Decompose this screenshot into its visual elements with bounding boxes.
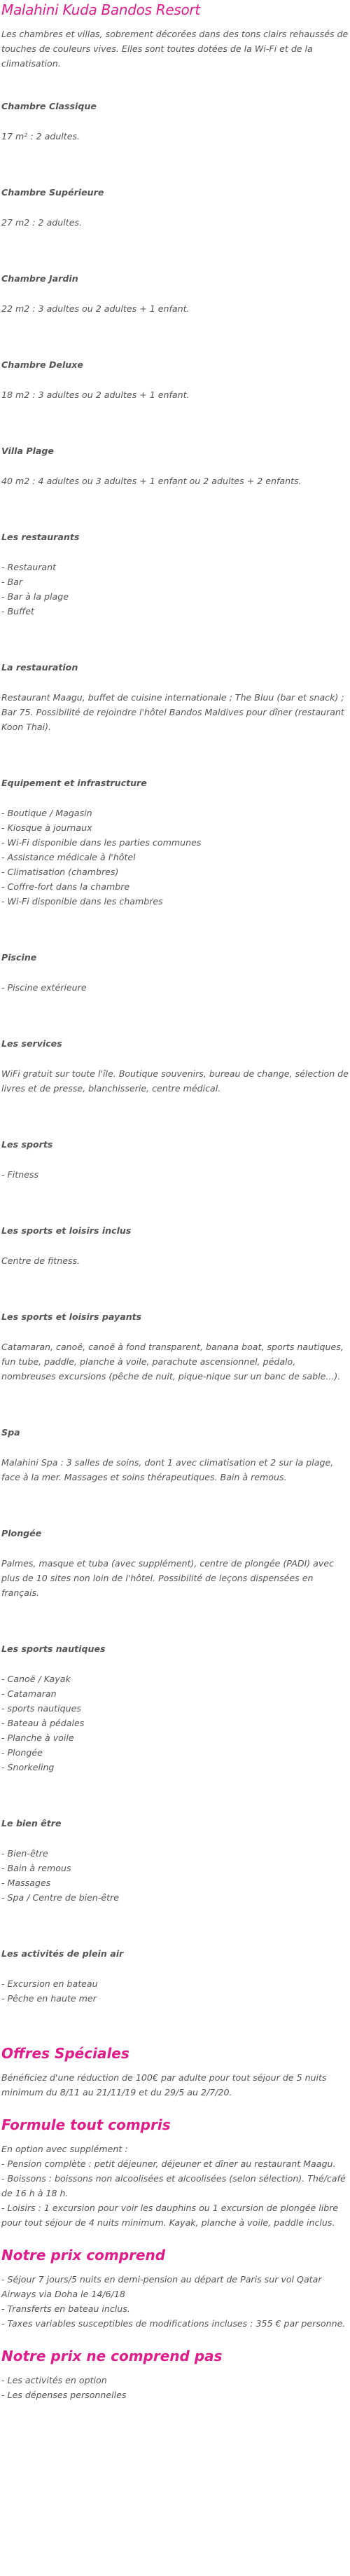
prix-comprend-line: - Transferts en bateau inclus. — [1, 2303, 130, 2314]
prix-comprend-line: - Séjour 7 jours/5 nuits en demi-pension au départ de Paris sur vol Qatar Airways via Doha le 14/6/18 — [1, 2274, 322, 2299]
prix-comprend-line: - Taxes variables susceptibles de modifications incluses : 355 € par personne. — [1, 2318, 346, 2329]
room-name: Chambre Supérieure — [1, 187, 104, 198]
formule-line: - Boissons : boissons non alcoolisées et alcoolisées (selon sélection). Thé/café de 16 h à 18 h. — [1, 2173, 346, 2198]
restauration-section — [1, 661, 349, 734]
section-heading: Les restaurants — [1, 532, 80, 542]
offres-text: Bénéficiez d'une réduction de 100€ par adulte pour tout séjour de 5 nuits minimum du 8/11 au 21/11/19 et du 29/5 au 2/7/20. — [1, 2072, 327, 2098]
room-name: Villa Plage — [1, 446, 54, 456]
list-item: - sports nautiques — [1, 1703, 81, 1714]
offres-section — [1, 2045, 349, 2100]
rooms-list — [1, 99, 349, 488]
list-item: - Buffet — [1, 606, 34, 617]
list-item: - Wi-Fi disponible dans les chambres — [1, 896, 163, 907]
section-text: Palmes, masque et tuba (avec supplément), centre de plongée (PADI) avec plus de 10 sites non loin de l'hôtel. Possibilité de leçons dispensées en français. — [1, 1558, 334, 1598]
section-text: Centre de fitness. — [1, 1255, 80, 1266]
prix-non-comprend-line: - Les activités en option — [1, 2375, 107, 2385]
room-detail: 22 m2 : 3 adultes ou 2 adultes + 1 enfant. — [1, 303, 190, 314]
list-item: - Canoë / Kayak — [1, 1674, 71, 1684]
section-text: Malahini Spa : 3 salles de soins, dont 1 avec climatisation et 2 sur la plage, face à la mer. Massages et soins thérapeutiques. Bain à remous. — [1, 1457, 334, 1482]
room-detail: 18 m2 : 3 adultes ou 2 adultes + 1 enfant. — [1, 390, 190, 400]
room-section — [1, 99, 349, 144]
equipements-section — [1, 776, 349, 909]
list-item: - Excursion en bateau — [1, 1978, 98, 1989]
spa-section — [1, 1426, 349, 1485]
services-section — [1, 1037, 349, 1096]
formule-line: En option avec supplément : — [1, 2144, 128, 2154]
list-item: - Massages — [1, 1878, 51, 1888]
prix-non-comprend-heading: Notre prix ne comprend pas — [1, 2348, 223, 2364]
sports-inclus-section — [1, 1224, 349, 1268]
room-name: Chambre Jardin — [1, 273, 78, 284]
list-item: - Bar à la plage — [1, 591, 69, 602]
intro-text: Les chambres et villas, sobrement décorées dans des tons clairs rehaussés de touches de couleurs vives. Elles sont toutes dotées de la Wi-Fi et de la climatisation. — [1, 29, 349, 69]
page-title: Malahini Kuda Bandos Resort — [1, 1, 200, 18]
list-item: - Climatisation (chambres) — [1, 867, 119, 877]
room-name: Chambre Classique — [1, 101, 97, 111]
list-item: - Kiosque à journaux — [1, 822, 92, 833]
prix-non-comprend-line: - Les dépenses personnelles — [1, 2390, 127, 2400]
room-detail: 17 m² : 2 adultes. — [1, 131, 80, 142]
list-item: - Assistance médicale à l'hôtel — [1, 852, 136, 862]
sports-nautiques-section — [1, 1642, 349, 1775]
room-section — [1, 358, 349, 402]
list-item: - Pêche en haute mer — [1, 1993, 97, 2004]
list-item: - Fitness — [1, 1169, 39, 1180]
section-heading: Piscine — [1, 952, 37, 963]
plein-air-section — [1, 1947, 349, 2006]
list-item: - Bain à remous — [1, 1863, 71, 1873]
list-item: - Spa / Centre de bien-être — [1, 1892, 120, 1903]
list-item: - Piscine extérieure — [1, 982, 87, 993]
section-heading: Plongée — [1, 1528, 42, 1538]
formule-line: - Pension complète : petit déjeuner, déjeuner et dîner au restaurant Maagu. — [1, 2158, 336, 2169]
room-detail: 40 m2 : 4 adultes ou 3 adultes + 1 enfant ou 2 adultes + 2 enfants. — [1, 476, 302, 486]
formule-heading: Formule tout compris — [1, 2116, 171, 2133]
prix-non-comprend-section — [1, 2348, 349, 2402]
room-section — [1, 186, 349, 230]
section-heading: Les sports et loisirs inclus — [1, 1225, 132, 1236]
room-detail: 27 m2 : 2 adultes. — [1, 217, 83, 228]
list-item: - Bateau à pédales — [1, 1718, 85, 1728]
section-heading: Le bien être — [1, 1818, 62, 1828]
offres-heading: Offres Spéciales — [1, 2045, 130, 2062]
piscine-section — [1, 951, 349, 995]
prix-comprend-section — [1, 2247, 349, 2331]
section-heading: Equipement et infrastructure — [1, 778, 147, 788]
room-section — [1, 444, 349, 488]
sports-payants-section — [1, 1310, 349, 1384]
section-text: WiFi gratuit sur toute l'île. Boutique souvenirs, bureau de change, sélection de livres et de presse, blanchisserie, centre médical. — [1, 1068, 349, 1094]
list-item: - Boutique / Magasin — [1, 808, 92, 818]
section-text: Restaurant Maagu, buffet de cuisine internationale ; The Bluu (bar et snack) ; Bar 75. Possibilité de rejoindre l'hôtel Bandos Maldives pour dîner (restaurant Koon Thai). — [1, 692, 344, 732]
list-item: - Bar — [1, 577, 23, 587]
formule-line: - Loisirs : 1 excursion pour voir les dauphins ou 1 excursion de plongée libre pour tout séjour de 4 nuits minimum. Kayak, planche à voile, paddle inclus. — [1, 2203, 339, 2228]
formule-section — [1, 2116, 349, 2230]
section-text: Catamaran, canoë, canoë à fond transparent, banana boat, sports nautiques, fun tube, paddle, planche à voile, parachute ascensionnel, pédalo, nombreuses excursions (pêche de nuit, pique-nique sur un banc de sable...). — [1, 1342, 344, 1382]
room-name: Chambre Deluxe — [1, 359, 83, 370]
list-item: - Coffre-fort dans la chambre — [1, 881, 130, 892]
restaurants-section — [1, 530, 349, 619]
section-heading: Les sports et loisirs payants — [1, 1311, 142, 1322]
section-heading: Les sports nautiques — [1, 1644, 106, 1654]
section-heading: Les activités de plein air — [1, 1948, 124, 1959]
list-item: - Catamaran — [1, 1688, 57, 1699]
list-item: - Plongée — [1, 1747, 43, 1758]
list-item: - Wi-Fi disponible dans les parties communes — [1, 837, 202, 848]
list-item: - Bien-être — [1, 1848, 48, 1859]
section-heading: Spa — [1, 1427, 20, 1438]
sports-section — [1, 1138, 349, 1182]
section-heading: La restauration — [1, 662, 78, 673]
list-item: - Restaurant — [1, 562, 57, 572]
bien-etre-section — [1, 1817, 349, 1905]
prix-comprend-heading: Notre prix comprend — [1, 2247, 166, 2264]
plongee-section — [1, 1527, 349, 1600]
list-item: - Snorkeling — [1, 1762, 55, 1772]
room-section — [1, 272, 349, 316]
section-heading: Les sports — [1, 1139, 53, 1150]
section-heading: Les services — [1, 1038, 62, 1049]
list-item: - Planche à voile — [1, 1733, 74, 1743]
